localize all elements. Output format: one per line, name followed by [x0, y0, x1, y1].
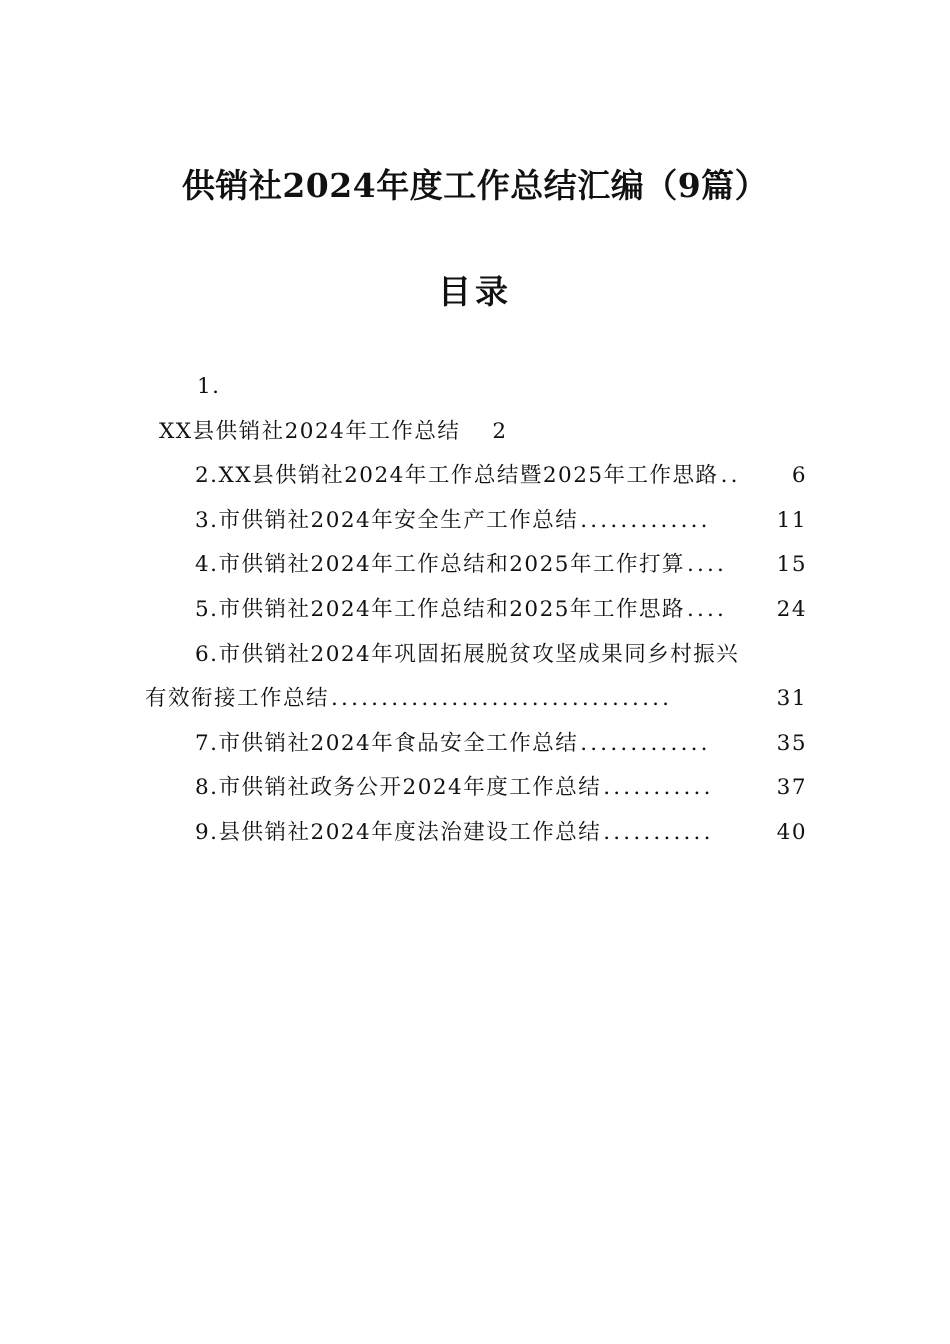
toc-entry-text: 有效衔接工作总结 [145, 686, 330, 712]
toc-entry-text: 5.市供销社2024年工作总结和2025年工作思路 [195, 596, 685, 622]
toc-entry-page: 31 [776, 686, 807, 712]
toc-entry-page: 11 [776, 507, 807, 533]
toc-entry-leader: .... [686, 596, 728, 622]
toc-entry-7[interactable] [145, 722, 807, 767]
toc-entry-page: 37 [776, 775, 807, 801]
toc-entry-text: 3.市供销社2024年安全生产工作总结 [195, 507, 579, 533]
toc-entry-3[interactable] [145, 499, 807, 544]
document-title: 供销社2024年度工作总结汇编（9篇） [181, 166, 769, 205]
toc-entry-text: 6.市供销社2024年巩固拓展脱贫攻坚成果同乡村振兴 [195, 641, 740, 667]
toc-entry-8[interactable] [145, 766, 807, 811]
toc-entry-text: XX县供销社2024年工作总结 [159, 418, 461, 444]
toc-entry-page: 15 [776, 552, 807, 578]
toc-entry-page: 2 [492, 418, 508, 444]
toc-entry-6-line-1[interactable] [145, 633, 807, 678]
toc-entry-text: 9.县供销社2024年度法治建设工作总结 [195, 819, 602, 845]
toc-entry-leader: ............. [580, 507, 711, 533]
toc-entry-leader: .... [686, 552, 728, 578]
toc-entry-page: 24 [776, 596, 807, 622]
toc-entry-4[interactable] [145, 543, 807, 588]
toc-entry-page: 40 [776, 819, 807, 845]
toc-heading: 目录 [438, 272, 512, 311]
toc-entry-page: 6 [791, 463, 807, 489]
toc-entry-1[interactable] [145, 410, 807, 455]
toc-entry-text: 7.市供销社2024年食品安全工作总结 [195, 730, 579, 756]
toc-entry-2[interactable] [145, 454, 807, 499]
toc-entry-6-line-2[interactable] [145, 677, 807, 722]
toc-entry-1-number[interactable] [145, 365, 807, 410]
toc-entry-9[interactable] [145, 811, 807, 856]
toc-entry-leader: ............. [580, 730, 711, 756]
toc-entry-number: 1. [197, 374, 221, 399]
toc-entry-text: 4.市供销社2024年工作总结和2025年工作打算 [195, 552, 685, 578]
toc-entry-text: 2.XX县供销社2024年工作总结暨2025年工作思路 [195, 463, 719, 489]
table-of-contents [145, 365, 807, 856]
toc-entry-leader: ........... [603, 775, 714, 801]
toc-entry-leader: .................................. [331, 686, 673, 712]
toc-entry-page: 35 [776, 730, 807, 756]
toc-entry-leader: ........... [603, 819, 714, 845]
toc-entry-text: 8.市供销社政务公开2024年度工作总结 [195, 775, 602, 801]
toc-entry-5[interactable] [145, 588, 807, 633]
toc-entry-leader: .. [720, 463, 741, 489]
